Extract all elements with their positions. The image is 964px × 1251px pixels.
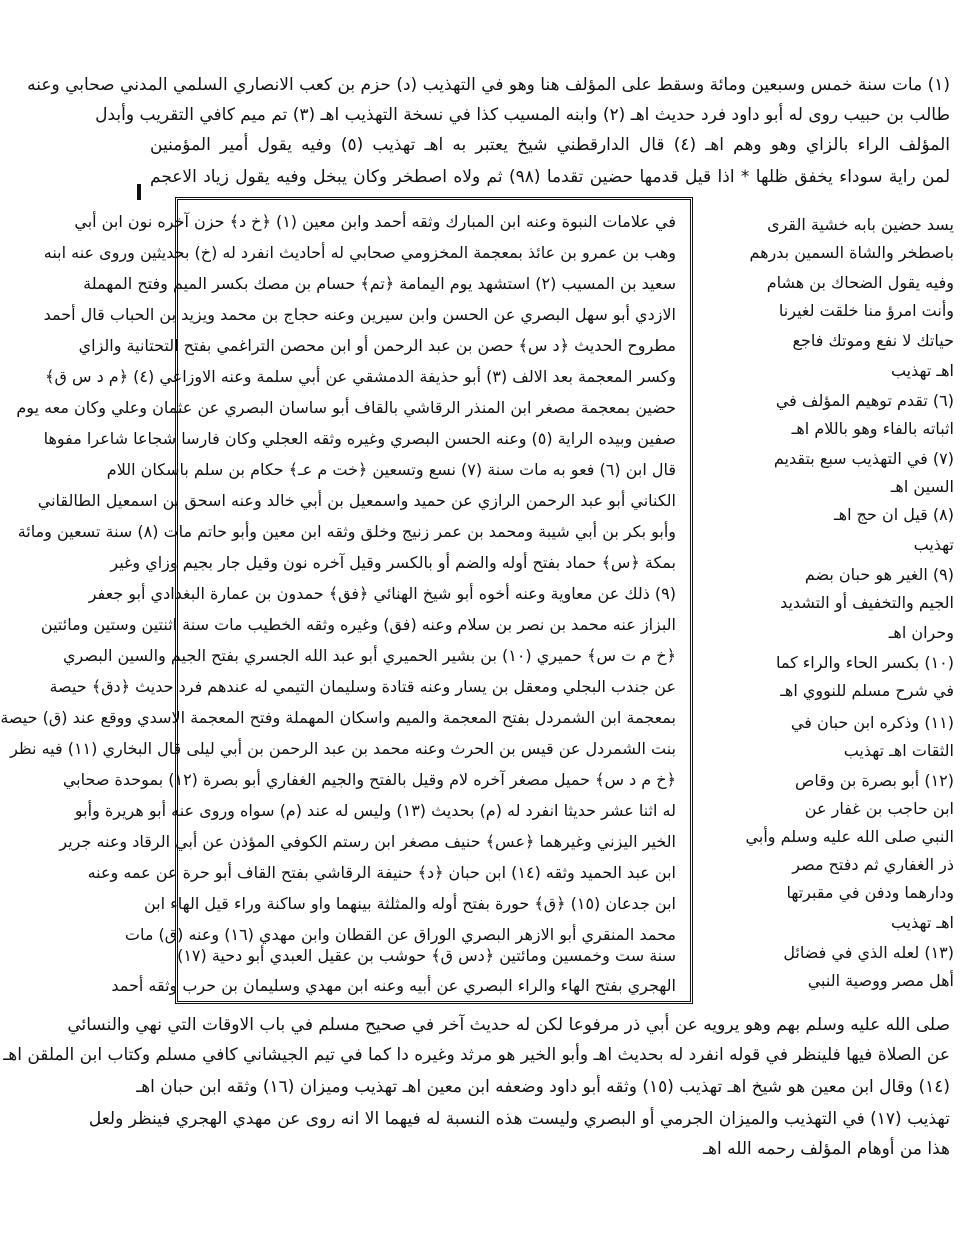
main-text-line: الازدي أبو سهل البصري عن الحسن وابن سيرين وعنه حجاج بن محمد ويزيد بن الحباب قال أحمد	[43, 305, 676, 324]
main-text-line: له اثنا عشر حديثا انفرد له (م) بحديث (١٣) وليس له عند (م) سواه وروى عنه أبو هريرة وأبو	[74, 801, 676, 820]
main-text-line: البزاز عنه محمد بن نصر بن سلام وعنه (فق) وغيره وثقه الخطيب مات سنة اثنتين وستين ومائتين	[40, 615, 676, 634]
top-footnote-line: المؤلف الراء بالزاي وهو وهم اهـ (٤) قال الدارقطني شيخ يعتبر به اهـ تهذيب (٥) وفيه يقول أمير المؤمنين	[150, 135, 950, 155]
margin-note-line: أهل مصر ووصية النبي	[807, 971, 954, 990]
margin-note-line: النبي صلى الله عليه وسلم وأبي	[745, 827, 954, 846]
margin-note-line: ذر الغفاري ثم دفتح مصر	[792, 855, 954, 874]
main-text-box	[0, 197, 693, 1004]
margin-note-line: الثقات اهـ تهذيب	[843, 741, 954, 760]
main-text-line: بنت الشمردل عن قيس بن الحرث وعنه محمد بن عبد الرحمن بن أبي ليلى قال البخاري (١١) فيه نظر	[10, 739, 676, 758]
main-text-line: صفين وبيده الراية (٥) وعنه الحسن البصري وغيره وثقه العجلي وكان فارسا شجاعا شاعرا مفوها	[43, 429, 676, 448]
margin-note-line: ودارهما ودفن في مقبرتها	[786, 883, 954, 902]
margin-note-line: (٩) الغير هو حبان بضم	[804, 565, 954, 584]
main-text-line: الكناني أبو عبد الرحمن الرازي عن حميد واسمعيل بن أبي خالد وعنه اسحق بن اسمعيل الطالقاني	[37, 491, 676, 510]
margin-note-line: اهـ تهذيب	[890, 361, 954, 380]
margin-note-line: اهـ تهذيب	[890, 913, 954, 932]
main-text-line: مطروح الحديث ﴿د س﴾ حصن بن عبد الرحمن أو ابن محصن التراغمي بفتح التحتانية والزاي	[78, 336, 676, 355]
main-text-line: قال ابن (٦) فعو به مات سنة (٧) نسع وتسعين ﴿خت م عـ﴾ حكام بن سلم باسكان اللام	[106, 460, 676, 479]
margin-note-line: وفيه يقول الضحاك بن هشام	[766, 273, 954, 292]
margin-note-line: في شرح مسلم للنووي اهـ	[780, 681, 954, 700]
margin-notes	[701, 197, 954, 1007]
margin-note-line: ابن حاجب بن غفار عن	[804, 799, 954, 818]
top-footnotes	[27, 0, 964, 200]
top-footnote-line: طالب بن حبيب روى له أبو داود فرد حديث اهـ (٢) وابنه المسيب كذا في نسخة التهذيب اهـ (٣) تم ميم كافي التقريب وأبدل	[95, 105, 950, 125]
bottom-footnote-line: صلى الله عليه وسلم بهم وهو يرويه عن أبي ذر مرفوعا لكن له حديث آخر في صحيح مسلم في باب الاوقات التي نهي والنسائي	[67, 1015, 950, 1035]
main-text-line: سنة ست وخمسين ومائتين ﴿دس ق﴾ حوشب بن عقيل العبدي أبو دحية (١٧)	[177, 946, 676, 965]
margin-note-line: الجيم والتخفيف أو التشديد	[780, 593, 954, 612]
margin-note-line: باصطخر والشاة السمين بدرهم	[749, 243, 954, 262]
bottom-footnote-line: (١٤) وقال ابن معين هو شيخ اهـ تهذيب (١٥) وثقه أبو داود وضعفه ابن معين اهـ تهذيب وميزان (١٦) وثقه ابن حبان اهـ	[136, 1077, 950, 1097]
margin-note-line: (١٠) بكسر الحاء والراء كما	[775, 653, 954, 672]
bottom-footnote-line: هذا من أوهام المؤلف رحمه الله اهـ	[703, 1139, 950, 1159]
main-text-line: بمكة ﴿س﴾ حماد بفتح أوله والضم أو بالكسر وقيل آخره نون وقيل جار بجيم وزاي وغير	[110, 553, 676, 572]
margin-note-line: (١١) وذكره ابن حبان في	[790, 713, 954, 732]
bottom-footnote-line: عن الصلاة فيها فلينظر في قوله انفرد له بحديث اهـ وأبو الخير هو مرثد وغيره دا كما في تيم الجيشاني كافي مسلم وكتاب ابن الملقن اهـ	[3, 1045, 950, 1065]
margin-note-line: (٦) تقدم توهيم المؤلف في	[775, 391, 954, 410]
margin-note-line: وحران اهـ	[888, 623, 954, 642]
bottom-footnote-line: تهذيب (١٧) في التهذيب والميزان الجرمي أو البصري وليست هذه النسبة له فيهما الا انه روى عن مهدي الهجري فينظر ولعل	[88, 1109, 950, 1129]
main-text-line: في علامات النبوة وعنه ابن المبارك وثقه أحمد وابن معين (١) ﴿خ د﴾ حزن آخره نون ابن أبي	[74, 212, 676, 231]
margin-note-line: اثباته بالفاء وهو باللام اهـ	[791, 419, 954, 438]
margin-note-line: (٧) في التهذيب سبع بتقديم	[773, 449, 954, 468]
margin-note-line: (١٢) أبو بصرة بن وقاص	[795, 771, 954, 790]
main-text-line: الهجري بفتح الهاء والراء البصري عن أبيه وعنه ابن مهدي وسليمان بن حرب وثقه أحمد	[111, 976, 676, 995]
margin-note-line: السين اهـ	[890, 477, 954, 496]
main-text-line: ابن جدعان (١٥) ﴿ق﴾ حورة بفتح أوله والمثلثة بينهما واو ساكنة وراء قيل الهاء ابن	[144, 894, 676, 913]
margin-note-line: تهذيب	[913, 535, 954, 554]
main-text-line: محمد المنقري أبو الازهر البصري الوراق عن القطان وابن مهدي (١٦) وعنه (ق) مات	[124, 925, 676, 944]
main-text-line: سعيد بن المسيب (٢) استشهد يوم اليمامة ﴿تم﴾ حسام بن مصك بكسر الميم وفتح المهملة	[83, 274, 676, 293]
margin-note-line: (٨) قيل ان حج اهـ	[833, 505, 954, 524]
main-text-line: ابن عبد الحميد وثقه (١٤) ابن حبان ﴿د﴾ حنيفة الرقاشي بفتح القاف أبو حرة عن عمه وعنه	[87, 863, 676, 882]
main-text-line: ﴿خ م د س﴾ حميل مصغر آخره لام وقيل بالفتح والجيم الغفاري أبو بصرة (١٢) بموحدة صحابي	[62, 770, 676, 789]
main-text-line: وكسر المعجمة بعد الالف (٣) أبو حذيفة الدمشقي عن أبي سلمة وعنه الاوزاعي (٤) ﴿م د س ق﴾	[45, 367, 676, 386]
main-text-line: (٩) ذلك عن معاوية وعنه أخوه أبو شيخ الهنائي ﴿فق﴾ حمدون بن عمارة البغدادي أبو جعفر	[88, 584, 676, 603]
margin-note-line: وأنت امرؤ منا خلقت لغيرنا	[778, 301, 954, 320]
main-text-line: حضين بمعجمة مصغر ابن المنذر الرقاشي بالقاف أبو ساسان البصري عن عثمان وعلي وكان معه يوم	[16, 398, 676, 417]
top-footnote-line: لمن راية سوداء يخفق ظلها * اذا قيل قدمها حضين تقدما (٩٨) ثم ولاه اصطخر وكان يبخل وفيه يقول زياد الاعجم	[150, 167, 951, 187]
top-footnote-line: (١) مات سنة خمس وسبعين ومائة وسقط على المؤلف هنا وهو في التهذيب (د) حزم بن كعب الانصاري السلمي المدني صحابي وعنه	[27, 75, 950, 95]
main-text-line: الخير اليزني وغيرهما ﴿عس﴾ حنيف مصغر ابن رستم الكوفي المؤذن عن أبي الرقاد وعنه جرير	[59, 832, 676, 851]
margin-note-line: حياتك لا نفع وموتك فاجع	[792, 331, 954, 350]
main-text-line: وهب بن عمرو بن عائذ بمعجمة المخزومي صحابي له أحاديث انفرد له (خ) بحديثين وروى عنه ابنه	[43, 243, 676, 262]
margin-note-line: يسد حضين بابه خشية القرى	[767, 215, 954, 234]
main-text-line: ﴿خ م ت س﴾ حميري (١٠) بن بشير الحميري أبو عبد الله الجسري بفتح الجيم والسين البصري	[63, 646, 676, 665]
main-text-line: وأبو بكر بن أبي شيبة ومحمد بن عمر زنيج وخلق وثقه ابن معين وأبو حاتم مات (٨) سنة تسعين ومائة	[17, 522, 676, 541]
main-text-line: بمعجمة ابن الشمردل بفتح المعجمة والميم واسكان المهملة وفتح المعجمة الاسدي ووقع عند (ق) حيصة	[0, 708, 676, 727]
bottom-footnotes	[3, 1010, 964, 1200]
main-text-line: عن جندب البجلي ومعقل بن يسار وعنه قتادة وسليمان التيمي له عندهم فرد حديث ﴿دق﴾ حيصة	[49, 677, 676, 696]
margin-note-line: (١٣) لعله الذي في فضائل	[783, 943, 954, 962]
